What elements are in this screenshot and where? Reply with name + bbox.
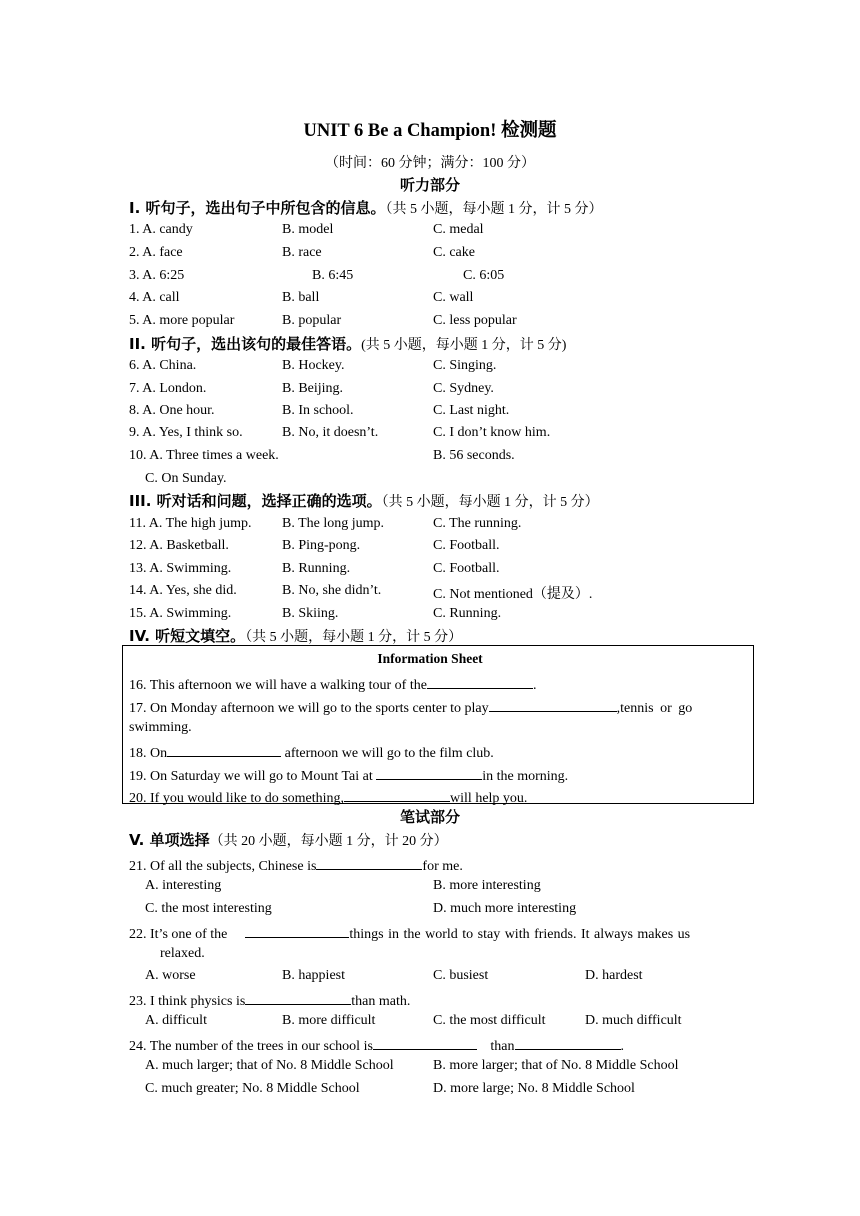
option-c: C. Singing.	[433, 358, 497, 373]
section-title: II. 听句子，选出该句的最佳答语。	[129, 335, 362, 353]
option-c: C. Running.	[433, 606, 502, 621]
stem-text: .	[620, 1039, 625, 1054]
option-a: 3. A. 6:25	[129, 268, 185, 283]
exam-time-info: （时间：60 分钟；满分：100 分）	[325, 156, 535, 171]
option-b: B. popular	[282, 313, 342, 328]
option-c: C. busiest	[433, 968, 489, 983]
question-row	[0, 268, 860, 290]
option-a: 12. A. Basketball.	[129, 538, 229, 553]
blank-text: 20. If you would like to do something,	[129, 791, 345, 806]
section-title: IV. 听短文填空。	[129, 627, 246, 645]
question-stem	[129, 855, 463, 875]
answer-blank[interactable]	[167, 742, 281, 757]
fill-blank-line	[129, 720, 747, 736]
option-d: D. hardest	[585, 968, 643, 983]
option-b: B. No, it doesn’t.	[282, 425, 379, 440]
part-heading-written: 笔试部分	[399, 810, 460, 826]
option-b: B. more larger; that of No. 8 Middle School	[433, 1058, 679, 1073]
stem-text: than math.	[351, 994, 411, 1009]
question-row	[0, 901, 860, 923]
answer-blank[interactable]	[245, 990, 351, 1005]
option-c: C. The running.	[433, 516, 522, 531]
option-b: B. Hockey.	[282, 358, 345, 373]
option-a: 11. A. The high jump.	[129, 516, 252, 531]
option-a: A. worse	[145, 968, 196, 983]
option-c: C. the most difficult	[433, 1013, 546, 1028]
option-b: B. No, she didn’t.	[282, 583, 382, 598]
option-d: D. much more interesting	[433, 901, 577, 916]
option-c: C. wall	[433, 290, 474, 305]
question-row	[0, 448, 860, 470]
option-a: A. interesting	[145, 878, 222, 893]
section-heading-5	[129, 829, 769, 850]
question-stem	[129, 1035, 624, 1055]
blank-text: ,tennis or go	[616, 701, 693, 716]
option-c: C. the most interesting	[145, 901, 272, 916]
option-b: B. 6:45	[312, 268, 354, 283]
stem-text: relaxed.	[160, 946, 205, 961]
fill-blank-line	[129, 765, 747, 785]
option-b: B. happiest	[282, 968, 345, 983]
option-c: C. cake	[433, 245, 475, 260]
section-heading-4	[129, 625, 769, 646]
fill-blank-line	[129, 674, 747, 694]
option-a: 2. A. face	[129, 245, 183, 260]
option-a: 7. A. London.	[129, 381, 207, 396]
section-heading-3	[129, 490, 769, 511]
option-c: C. medal	[433, 222, 484, 237]
option-c: C. Football.	[433, 538, 500, 553]
option-b: B. The long jump.	[282, 516, 385, 531]
option-c: C. less popular	[433, 313, 517, 328]
option-c: C. On Sunday.	[145, 471, 227, 486]
option-b: B. more difficult	[282, 1013, 376, 1028]
option-b: B. Skiing.	[282, 606, 339, 621]
question-row	[0, 583, 860, 605]
option-a: 14. A. Yes, she did.	[129, 583, 237, 598]
question-stem	[129, 990, 410, 1010]
section-heading-1	[129, 197, 769, 218]
option-b: B. ball	[282, 290, 320, 305]
section-note: (共 5 小题，每小题 1 分，计 5 分)	[361, 338, 567, 353]
question-row	[0, 968, 860, 990]
option-b: B. In school.	[282, 403, 354, 418]
stem-text: 24. The number of the trees in our school is	[129, 1039, 373, 1054]
question-row	[0, 425, 860, 447]
option-b: B. Running.	[282, 561, 351, 576]
option-a: 5. A. more popular	[129, 313, 235, 328]
question-stem	[160, 946, 205, 962]
question-row	[0, 358, 860, 380]
question-row	[0, 222, 860, 244]
question-row	[0, 381, 860, 403]
answer-blank[interactable]	[245, 923, 349, 938]
answer-blank[interactable]	[344, 787, 450, 802]
option-b: B. model	[282, 222, 334, 237]
question-row	[0, 245, 860, 267]
answer-blank[interactable]	[427, 674, 533, 689]
question-row	[0, 561, 860, 583]
stem-text: 21. Of all the subjects, Chinese is	[129, 859, 317, 874]
section-note: （共 5 小题，每小题 1 分，计 5 分）	[381, 495, 599, 510]
fill-blank-line	[129, 697, 747, 717]
option-a: A. difficult	[145, 1013, 207, 1028]
answer-blank[interactable]	[515, 1035, 621, 1050]
blank-text: will help you.	[450, 791, 528, 806]
question-stem	[129, 923, 690, 943]
section-title: III. 听对话和问题，选择正确的选项。	[129, 492, 382, 510]
blank-text: .	[532, 678, 537, 693]
option-c: C. Last night.	[433, 403, 510, 418]
question-row	[0, 403, 860, 425]
answer-blank[interactable]	[316, 855, 422, 870]
option-a: 8. A. One hour.	[129, 403, 215, 418]
question-row	[0, 538, 860, 560]
blank-text: 17. On Monday afternoon we will go to the sports center to play	[129, 701, 489, 716]
option-c: C. Not mentioned（提及）.	[433, 587, 593, 602]
option-b: B. Ping-pong.	[282, 538, 361, 553]
option-a: 10. A. Three times a week.	[129, 448, 279, 463]
option-c: C. Football.	[433, 561, 500, 576]
option-b: B. 56 seconds.	[433, 448, 515, 463]
option-a: 4. A. call	[129, 290, 180, 305]
question-row	[0, 878, 860, 900]
section-note: （共 5 小题，每小题 1 分，计 5 分）	[385, 202, 603, 217]
blank-text: in the morning.	[482, 769, 569, 784]
answer-blank[interactable]	[489, 697, 617, 712]
answer-blank[interactable]	[373, 1035, 477, 1050]
question-row	[0, 290, 860, 312]
option-d: D. much difficult	[585, 1013, 682, 1028]
stem-text: 23. I think physics is	[129, 994, 246, 1009]
blank-text: afternoon we will go to the film club.	[281, 746, 494, 761]
blank-text: 18. On	[129, 746, 168, 761]
section-heading-2	[129, 333, 769, 354]
question-row	[0, 516, 860, 538]
section-title: V. 单项选择	[129, 831, 210, 849]
option-c: C. 6:05	[463, 268, 505, 283]
option-c: C. much greater; No. 8 Middle School	[145, 1081, 360, 1096]
option-c: C. Sydney.	[433, 381, 494, 396]
answer-blank[interactable]	[376, 765, 482, 780]
option-a: 13. A. Swimming.	[129, 561, 232, 576]
fill-blank-line	[129, 742, 747, 762]
question-row	[0, 1081, 860, 1103]
option-b: B. race	[282, 245, 322, 260]
option-a: 9. A. Yes, I think so.	[129, 425, 243, 440]
blank-text: 16. This afternoon we will have a walking tour of the	[129, 678, 427, 693]
option-b: B. Beijing.	[282, 381, 344, 396]
blank-text: swimming.	[129, 720, 192, 735]
option-a: 6. A. China.	[129, 358, 197, 373]
option-c: C. I don’t know him.	[433, 425, 551, 440]
option-b: B. more interesting	[433, 878, 541, 893]
blank-text: 19. On Saturday we will go to Mount Tai at	[129, 769, 377, 784]
stem-text: things in the world to stay with friends. It always makes us	[349, 927, 691, 942]
stem-text: 22. It’s one of the	[129, 927, 228, 942]
fill-blank-line	[129, 787, 747, 807]
section-note: （共 5 小题，每小题 1 分，计 5 分）	[245, 630, 463, 645]
stem-text: for me.	[422, 859, 463, 874]
section-note: （共 20 小题，每小题 1 分，计 20 分）	[209, 834, 448, 849]
option-a: A. much larger; that of No. 8 Middle School	[145, 1058, 394, 1073]
page-title: UNIT 6 Be a Champion! 检测题	[303, 121, 557, 141]
section-title: I. 听句子，选出句子中所包含的信息。	[129, 199, 386, 217]
information-sheet-title: Information Sheet	[377, 651, 483, 666]
option-a: 1. A. candy	[129, 222, 193, 237]
option-d: D. more large; No. 8 Middle School	[433, 1081, 635, 1096]
option-a: 15. A. Swimming.	[129, 606, 232, 621]
question-row	[0, 1058, 860, 1080]
question-row	[0, 313, 860, 335]
question-row	[0, 1013, 860, 1035]
stem-text: than	[486, 1039, 515, 1054]
part-heading-listening: 听力部分	[399, 178, 460, 194]
